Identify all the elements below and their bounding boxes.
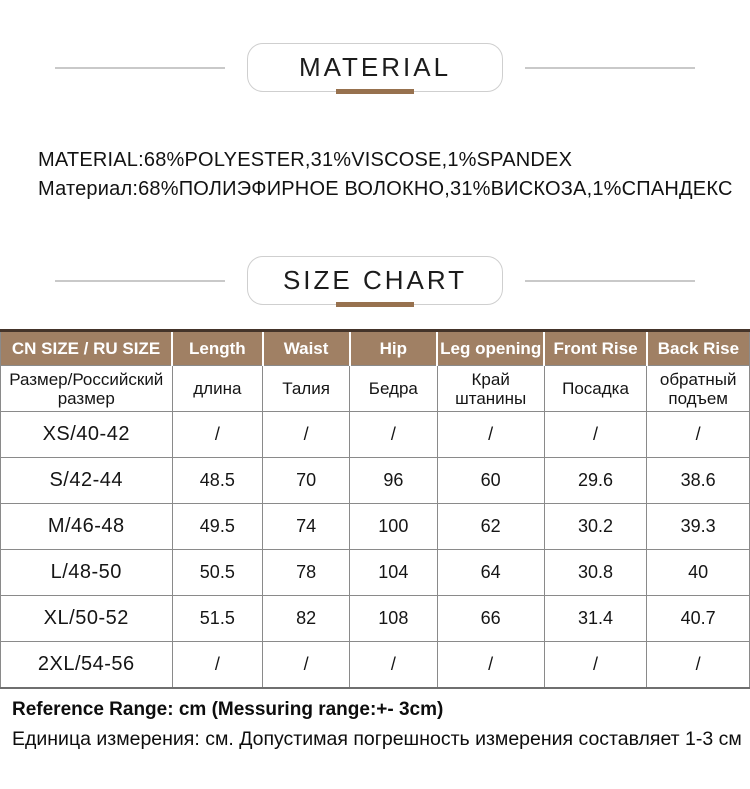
- cell-leg-opening: 60: [437, 458, 544, 504]
- cell-hip: 100: [350, 504, 438, 550]
- col-header-front-rise-ru: Посадка: [544, 366, 647, 412]
- divider-line-left: [55, 67, 225, 69]
- cell-leg-opening: 66: [437, 596, 544, 642]
- size-chart-table: [0, 329, 750, 689]
- sizechart-section-header: [0, 256, 750, 305]
- sizechart-title-badge: [247, 256, 503, 305]
- col-header-hip-ru: Бедра: [350, 366, 438, 412]
- cell-back-rise: 38.6: [647, 458, 750, 504]
- cell-size: 2XL/54-56: [1, 642, 173, 688]
- cell-back-rise: 40.7: [647, 596, 750, 642]
- material-composition-ru: Материал:68%ПОЛИЭФИРНОЕ ВОЛОКНО,31%ВИСКОЗА,1%СПАНДЕКС: [38, 178, 733, 200]
- cell-length: /: [172, 642, 263, 688]
- col-header-size: CN SIZE / RU SIZE: [1, 331, 173, 366]
- cell-waist: /: [263, 412, 350, 458]
- cell-length: 51.5: [172, 596, 263, 642]
- col-header-waist-ru: Талия: [263, 366, 350, 412]
- measurement-note-ru: Единица измерения: см. Допустимая погрешность измерения составляет 1-3 см: [12, 727, 742, 750]
- cell-leg-opening: /: [437, 412, 544, 458]
- col-header-waist: Waist: [263, 331, 350, 366]
- cell-leg-opening: 64: [437, 550, 544, 596]
- col-header-length: Length: [172, 331, 263, 366]
- cell-size: XS/40-42: [1, 412, 173, 458]
- product-info-page: [0, 43, 750, 789]
- material-composition: [38, 146, 750, 204]
- sizechart-title: SIZE CHART: [282, 265, 468, 295]
- col-header-front-rise: Front Rise: [544, 331, 647, 366]
- cell-hip: /: [350, 412, 438, 458]
- cell-waist: 70: [263, 458, 350, 504]
- cell-front-rise: 30.2: [544, 504, 647, 550]
- cell-back-rise: 39.3: [647, 504, 750, 550]
- table-row-2xl: [1, 642, 750, 688]
- cell-hip: 104: [350, 550, 438, 596]
- cell-front-rise: 30.8: [544, 550, 647, 596]
- cell-back-rise: /: [647, 412, 750, 458]
- cell-size: M/46-48: [1, 504, 173, 550]
- cell-front-rise: /: [544, 642, 647, 688]
- table-row-m: [1, 504, 750, 550]
- cell-front-rise: 31.4: [544, 596, 647, 642]
- cell-waist: 78: [263, 550, 350, 596]
- cell-front-rise: 29.6: [544, 458, 647, 504]
- accent-underline-bar: [336, 302, 414, 307]
- divider-line-left: [55, 280, 225, 282]
- col-header-leg-opening-ru: Край штанины: [437, 366, 544, 412]
- divider-line-right: [525, 280, 695, 282]
- table-header-row-en: [1, 331, 750, 366]
- material-title-badge: [247, 43, 503, 92]
- material-title: MATERIAL: [298, 52, 452, 82]
- cell-length: 49.5: [172, 504, 263, 550]
- cell-leg-opening: 62: [437, 504, 544, 550]
- cell-leg-opening: /: [437, 642, 544, 688]
- cell-hip: /: [350, 642, 438, 688]
- table-row-xs: [1, 412, 750, 458]
- cell-length: 48.5: [172, 458, 263, 504]
- col-header-size-ru: Размер/Российский размер: [1, 366, 173, 412]
- table-header-row-ru: [1, 366, 750, 412]
- cell-back-rise: /: [647, 642, 750, 688]
- col-header-hip: Hip: [350, 331, 438, 366]
- col-header-back-rise-ru: обратный подъем: [647, 366, 750, 412]
- col-header-length-ru: длина: [172, 366, 263, 412]
- cell-size: L/48-50: [1, 550, 173, 596]
- table-row-l: [1, 550, 750, 596]
- col-header-back-rise: Back Rise: [647, 331, 750, 366]
- cell-front-rise: /: [544, 412, 647, 458]
- cell-back-rise: 40: [647, 550, 750, 596]
- cell-length: /: [172, 412, 263, 458]
- col-header-leg-opening: Leg opening: [437, 331, 544, 366]
- material-composition-en: MATERIAL:68%POLYESTER,31%VISCOSE,1%SPANDEX: [38, 149, 573, 171]
- divider-line-right: [525, 67, 695, 69]
- cell-size: XL/50-52: [1, 596, 173, 642]
- cell-hip: 96: [350, 458, 438, 504]
- cell-waist: 74: [263, 504, 350, 550]
- accent-underline-bar: [336, 89, 414, 94]
- table-row-s: [1, 458, 750, 504]
- cell-waist: /: [263, 642, 350, 688]
- cell-size: S/42-44: [1, 458, 173, 504]
- table-row-xl: [1, 596, 750, 642]
- measurement-notes: [12, 697, 750, 753]
- measurement-note-en: Reference Range: cm (Messuring range:+- 3cm): [12, 698, 444, 720]
- material-section-header: [0, 43, 750, 92]
- cell-length: 50.5: [172, 550, 263, 596]
- cell-waist: 82: [263, 596, 350, 642]
- cell-hip: 108: [350, 596, 438, 642]
